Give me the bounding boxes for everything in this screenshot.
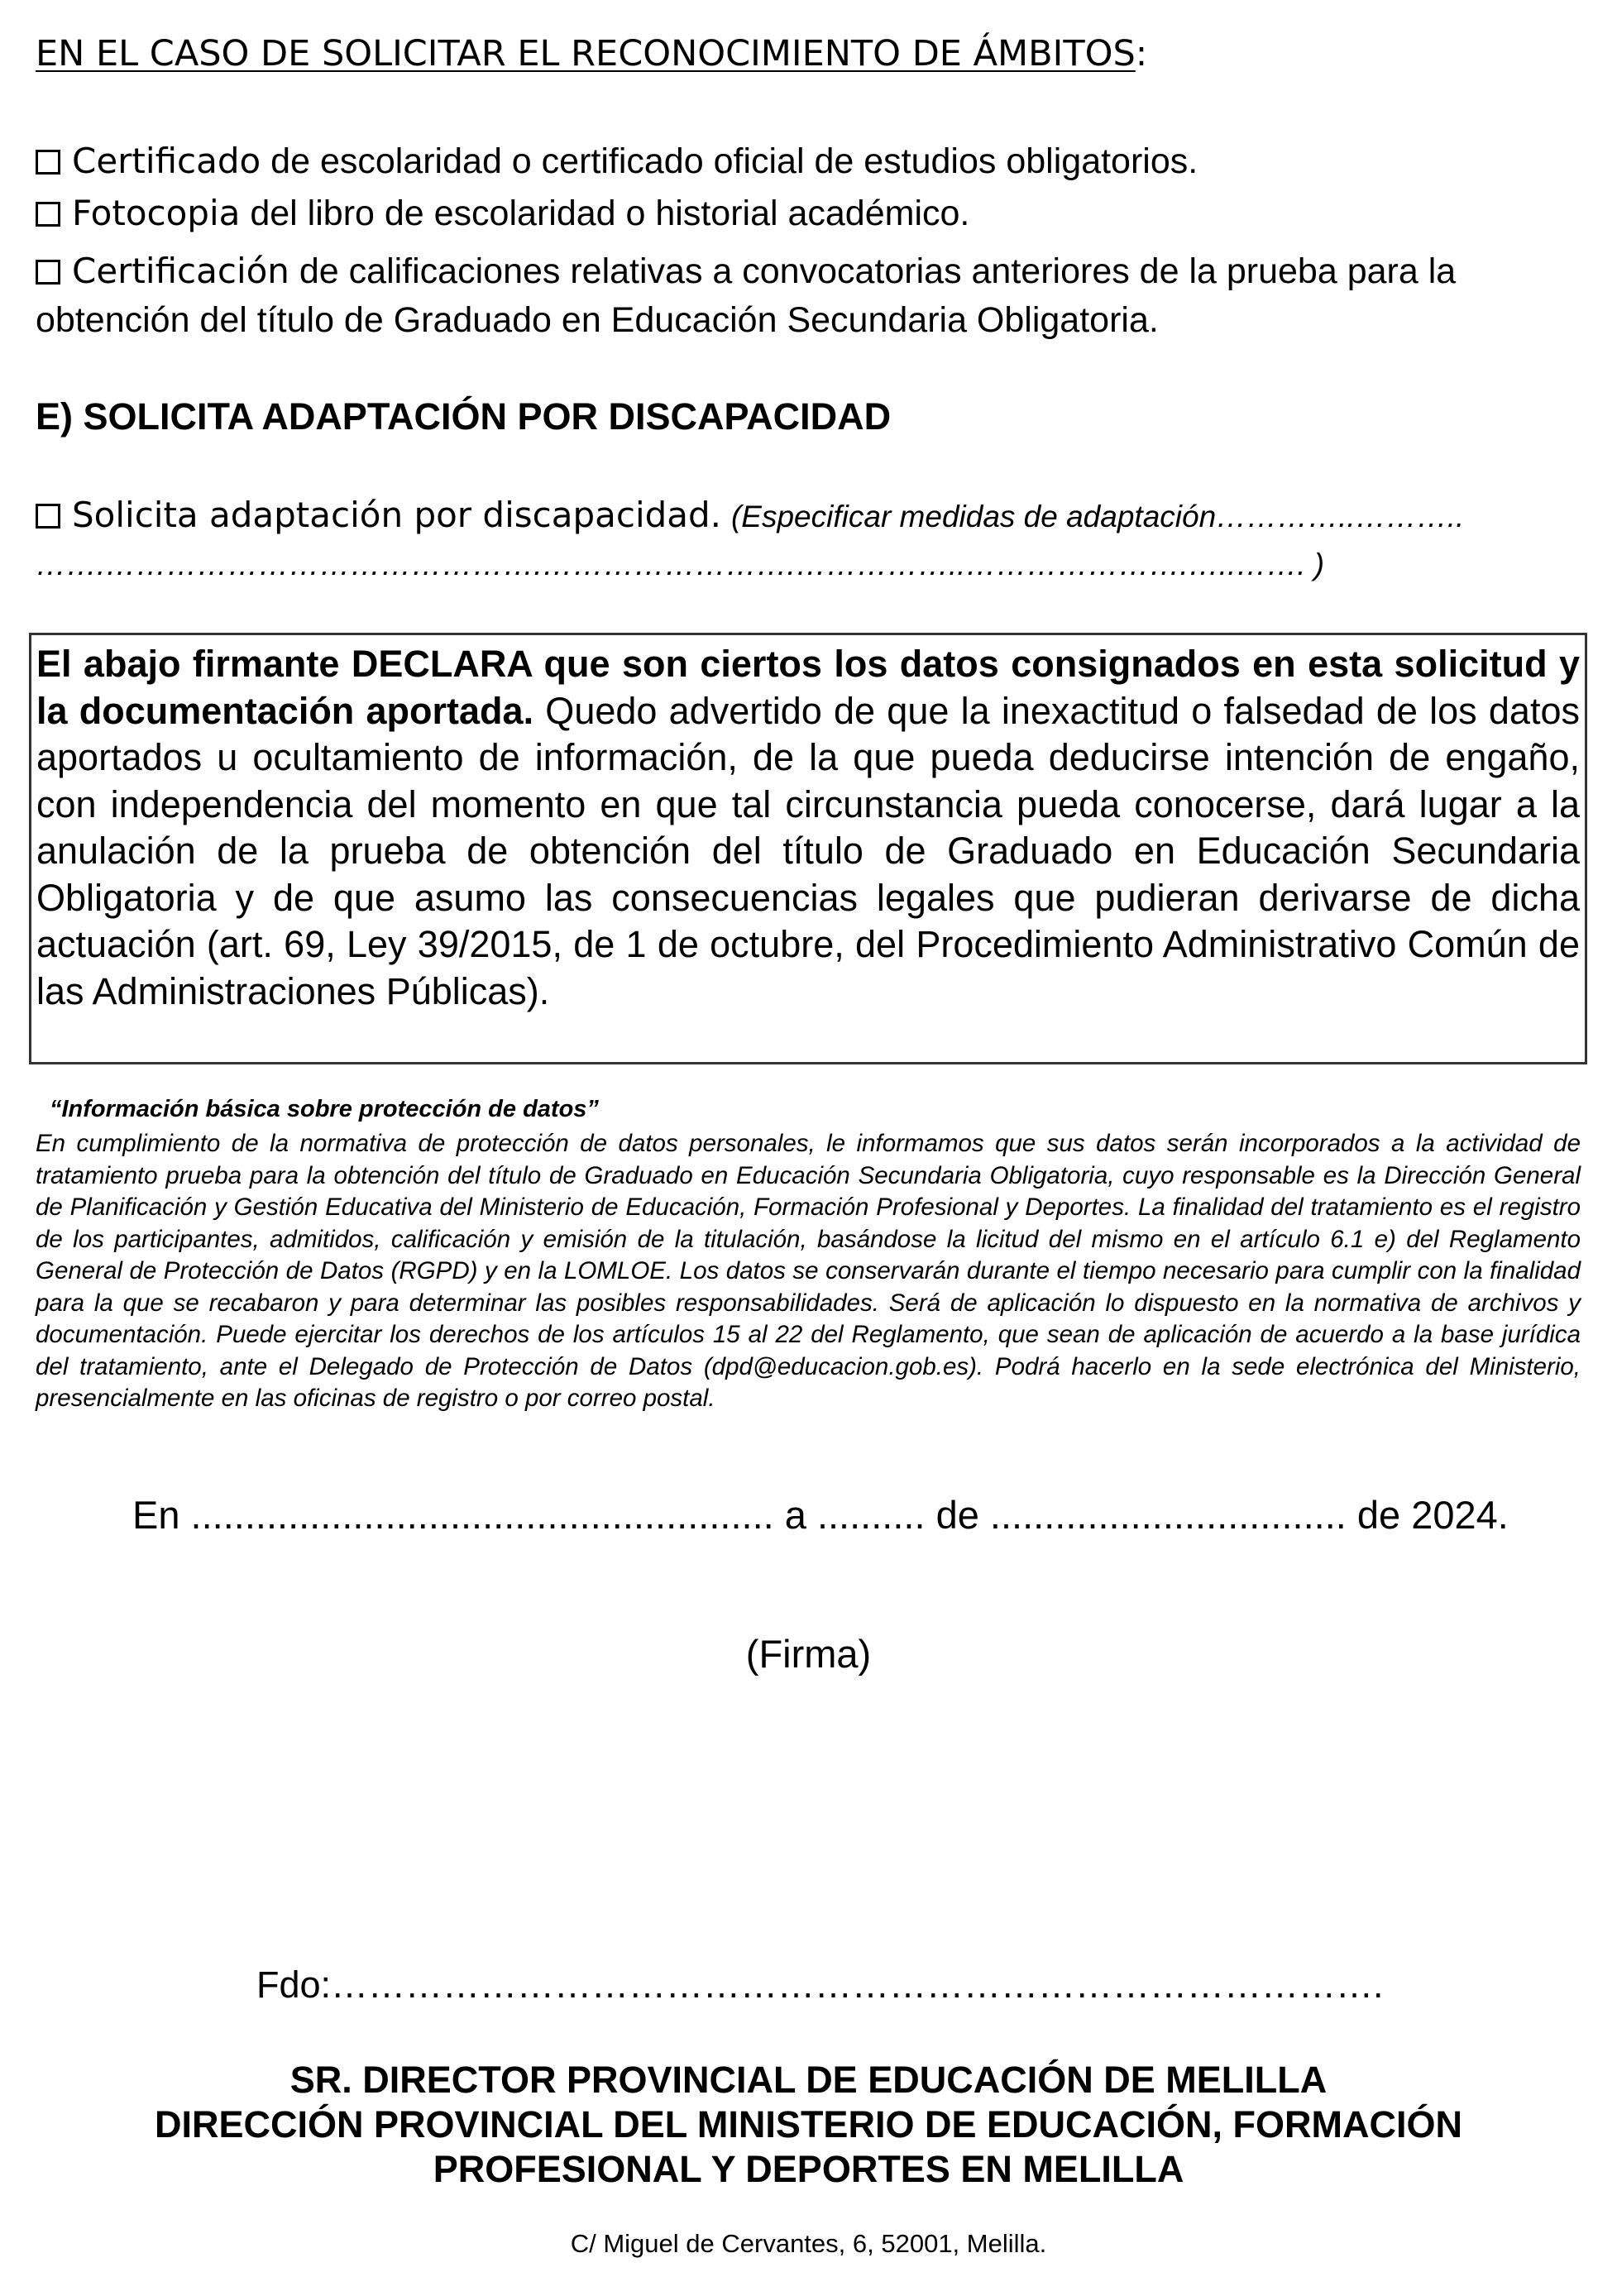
ambitos-heading-text: EN EL CASO DE SOLICITAR EL RECONOCIMIENTO DE ÁMBITOS bbox=[36, 33, 1136, 74]
declaration-text bbox=[36, 641, 1580, 1015]
ambitos-option-certificacion[interactable] bbox=[36, 246, 1582, 345]
date-place-line[interactable]: En ...................................................... a .......... de ................................. de 2024. bbox=[132, 1493, 1509, 1537]
ambitos-option-certificado[interactable] bbox=[36, 141, 1198, 182]
address: C/ Miguel de Cervantes, 6, 52001, Melilla. bbox=[570, 2229, 1047, 2258]
declaration-body: Quedo advertido de que la inexactitud o falsedad de los datos aportados u ocultamiento de información, de la que pueda deducirse intención de engaño, con independencia del momento en que tal circunstancia pueda conocerse, dará lugar a la anulación de la prueba de obtención del título de Graduado en Educación Secundaria Obligatoria y de que asumo las consecuencias legales que pudieran derivarse de dicha actuación (art. 69, Ley 39/2015, de 1 de octubre, del Procedimiento Administrativo Común de las Administraciones Públicas). bbox=[36, 689, 1580, 1012]
fdo-line[interactable]: Fdo:…………………………………………………………………………. bbox=[256, 1964, 1384, 2006]
section-e-heading: E) SOLICITA ADAPTACIÓN POR DISCAPACIDAD bbox=[36, 395, 892, 438]
option-text: del libro de escolaridad o historial académico. bbox=[240, 194, 970, 233]
option-text: de escolaridad o certificado oficial de estudios obligatorios. bbox=[261, 141, 1198, 181]
option-text: de calificaciones relativas a convocatorias anteriores de la prueba para la obtención del título de Graduado en Educación Secundaria Obligatoria. bbox=[36, 251, 1457, 340]
option-lead: Certificado bbox=[72, 141, 261, 181]
recipient-line-2: DIRECCIÓN PROVINCIAL DEL MINISTERIO DE EDUCACIÓN, FORMACIÓN bbox=[155, 2103, 1462, 2145]
option-lead: Certificación bbox=[72, 251, 289, 291]
adaptacion-spec: (Especificar medidas de adaptación…………..……….. bbox=[730, 500, 1465, 533]
recipient-line-1: SR. DIRECTOR PROVINCIAL DE EDUCACIÓN DE MELILLA bbox=[289, 2059, 1328, 2101]
option-lead: Fotocopia bbox=[72, 193, 241, 233]
checkbox-icon[interactable] bbox=[36, 260, 60, 285]
checkbox-icon[interactable] bbox=[36, 150, 60, 175]
checkbox-icon[interactable] bbox=[36, 504, 60, 529]
adaptacion-label: Solicita adaptación por discapacidad. bbox=[72, 495, 722, 535]
ambitos-heading bbox=[36, 33, 1147, 74]
adaptacion-option[interactable] bbox=[36, 495, 1464, 536]
declaration-bold: El abajo firmante DECLARA que son ciertos los datos consignados en esta solicitud y la documentación aportada. bbox=[36, 643, 1580, 732]
ambitos-option-fotocopia[interactable] bbox=[36, 193, 969, 234]
privacy-body: En cumplimiento de la normativa de protección de datos personales, le informamos que sus datos serán incorporados a la actividad de tratamiento prueba para la obtención del título de Graduado en Educación Secundaria Obligatoria, cuyo responsable es la Dirección General de Planificación y Gestión Educativa del Ministerio de Educación, Formación Profesional y Deportes. La finalidad del tratamiento es el registro de los participantes, admitidos, calificación y emisión de la titulación, basándose la licitud del mismo en el artículo 6.1 e) del Reglamento General de Protección de Datos (RGPD) y en la LOMLOE. Los datos se conservarán durante el tiempo necesario para cumplir con la finalidad para la que se recabaron y para determinar las posibles responsabilidades. Será de aplicación lo dispuesto en la normativa de archivos y documentación. Puede ejercitar los derechos de los artículos 15 al 22 del Reglamento, que sean de aplicación de acuerdo a la base jurídica del tratamiento, ante el Delegado de Protección de Datos (dpd@educacion.gob.es). Podrá hacerlo en la sede electrónica del Ministerio, presencialmente en las oficinas de registro o por correo postal. bbox=[36, 1130, 1581, 1412]
firma-label: (Firma) bbox=[745, 1632, 872, 1676]
recipient-line-3: PROFESIONAL Y DEPORTES EN MELILLA bbox=[433, 2148, 1184, 2190]
checkbox-icon[interactable] bbox=[36, 202, 60, 227]
adaptacion-fill-line[interactable]: …….…………………………………….…………………….……………..………………….…..……. ) bbox=[36, 548, 1325, 581]
ambitos-heading-colon: : bbox=[1135, 33, 1148, 74]
privacy-title: “Información básica sobre protección de datos” bbox=[50, 1096, 599, 1122]
